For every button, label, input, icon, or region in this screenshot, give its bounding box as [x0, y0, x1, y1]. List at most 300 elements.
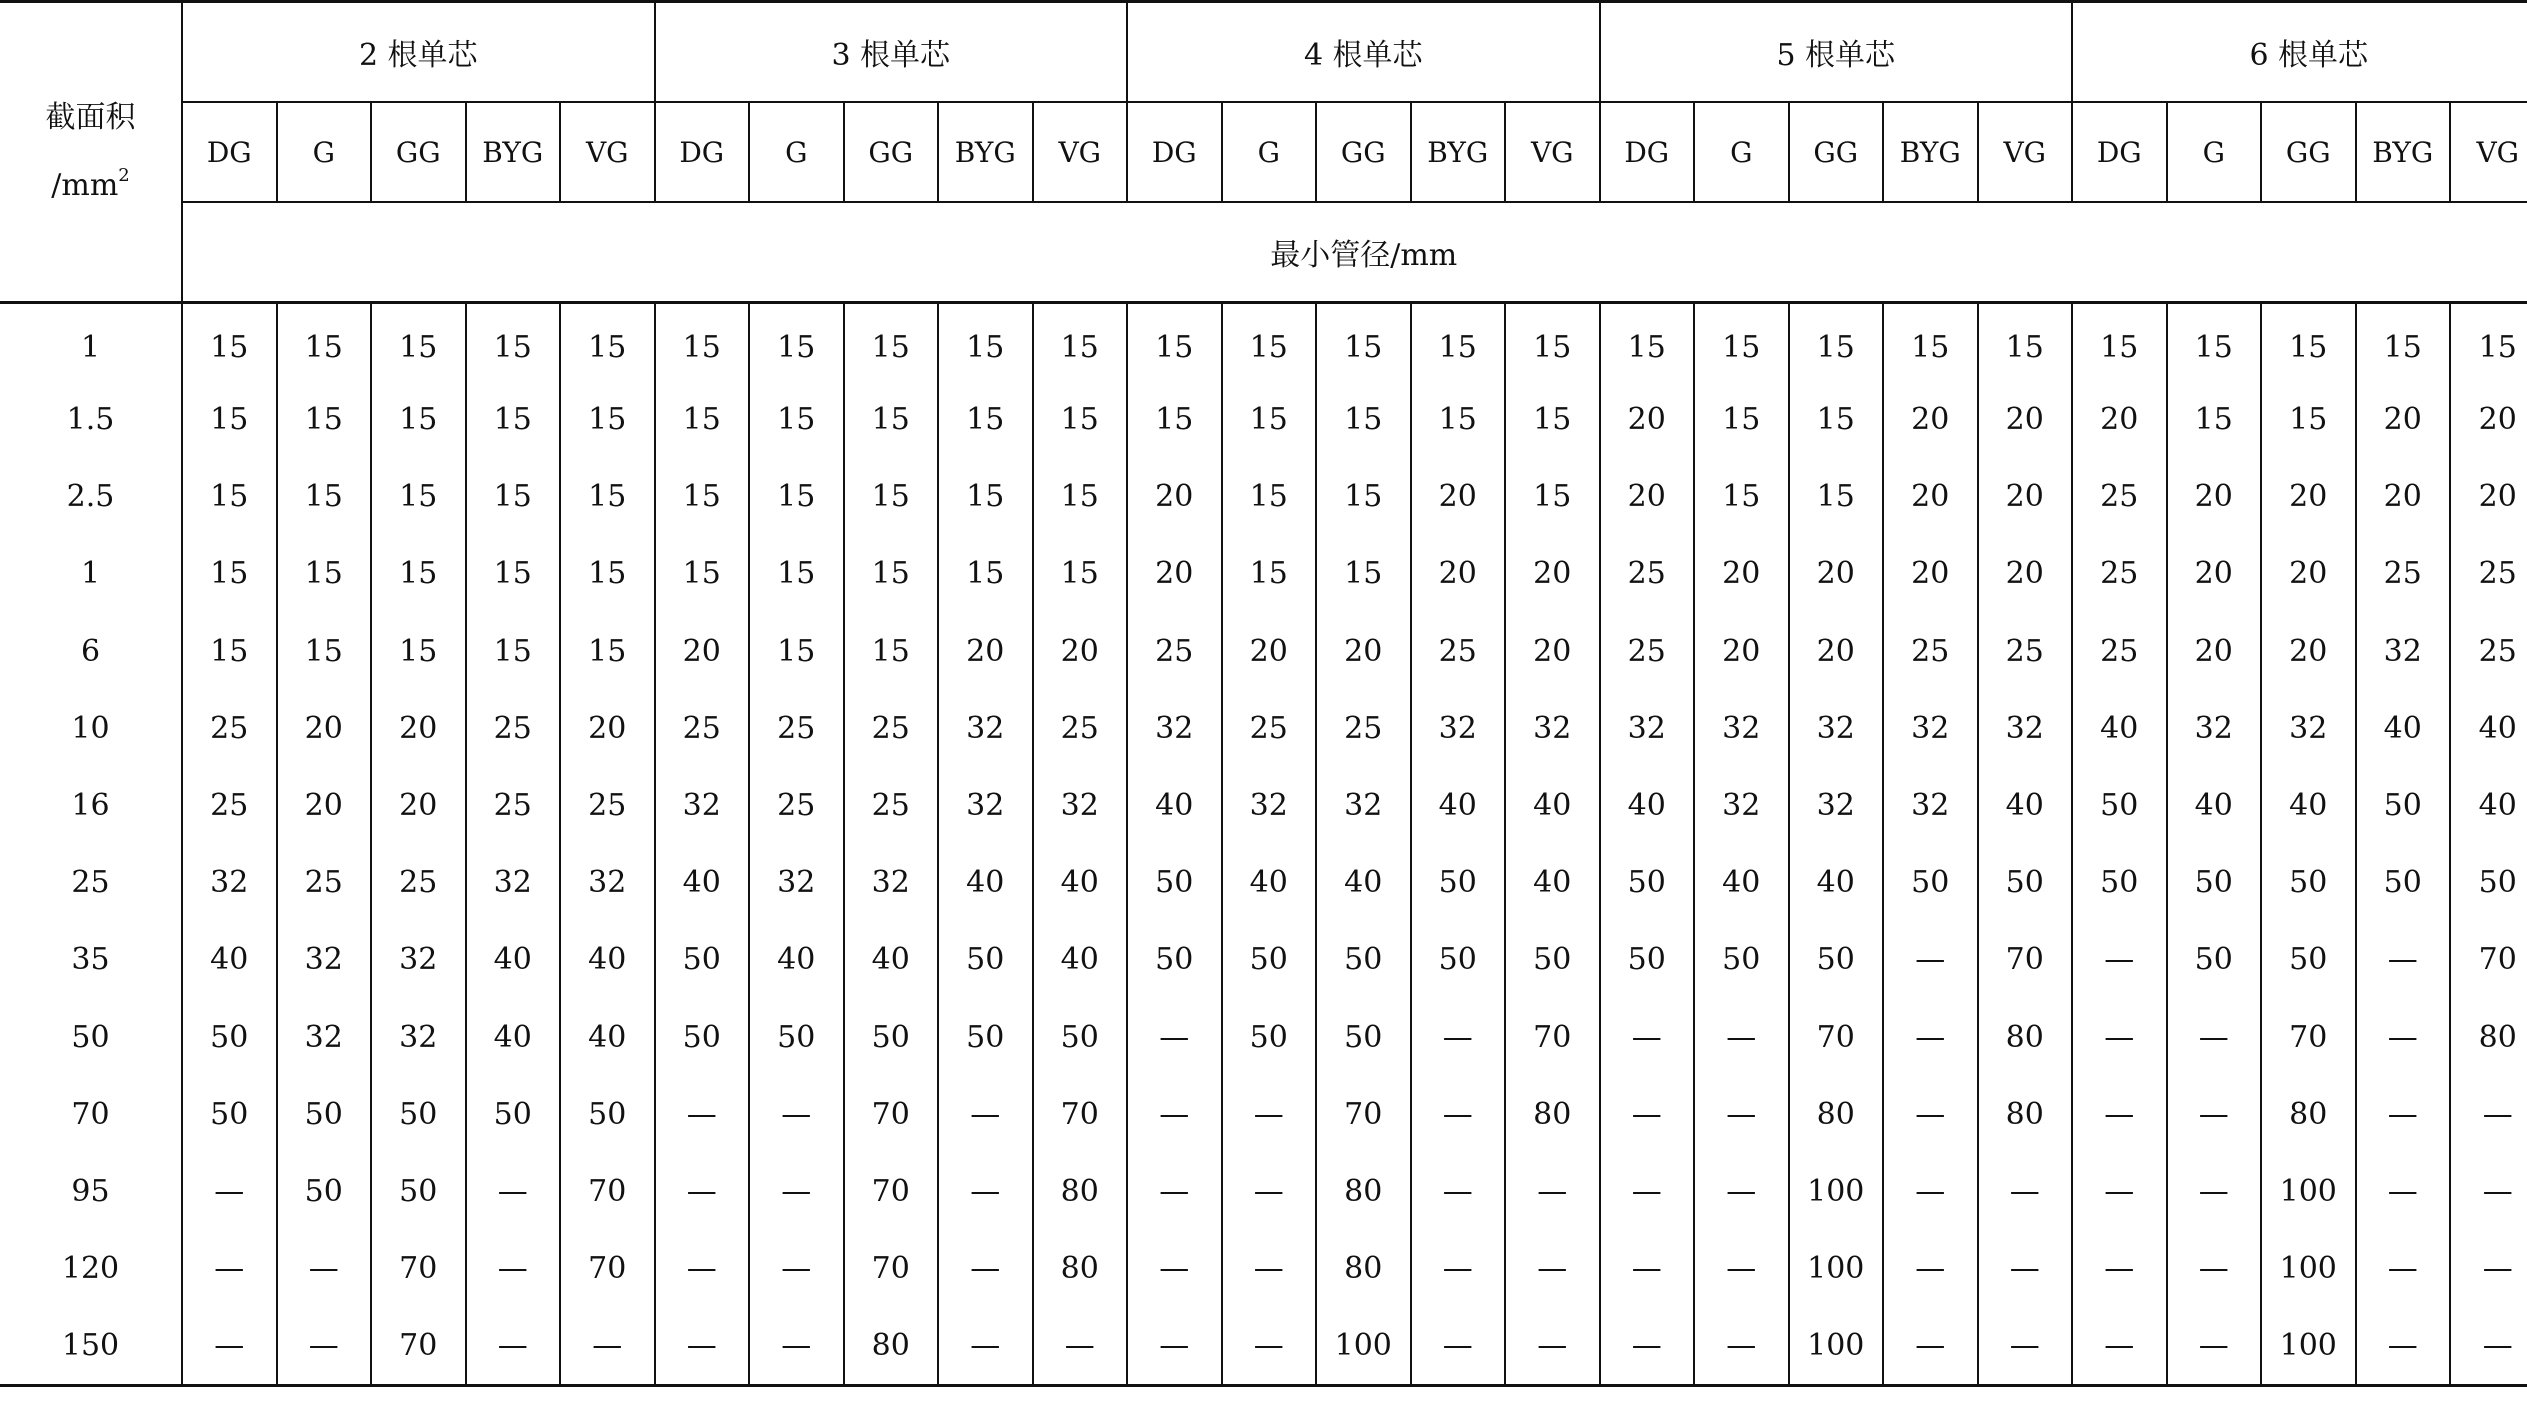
diameter-cell: 20 [2450, 381, 2527, 458]
diameter-cell: 50 [1411, 921, 1506, 998]
diameter-cell: — [1600, 1153, 1695, 1230]
type-header-row [0, 102, 2527, 202]
type-header-vg: VG [1505, 102, 1600, 202]
area-unit-superscript: 2 [118, 165, 130, 186]
diameter-cell: 50 [1600, 921, 1695, 998]
diameter-cell: 15 [182, 535, 277, 612]
diameter-cell: 20 [1505, 535, 1600, 612]
diameter-cell: 50 [371, 1153, 466, 1230]
diameter-cell: — [2072, 1076, 2167, 1153]
diameter-cell: 15 [938, 458, 1033, 535]
diameter-cell: 15 [466, 303, 561, 382]
area-cell: 1 [80, 556, 101, 592]
diameter-cell: 32 [1789, 767, 1884, 844]
diameter-cell: 15 [844, 613, 939, 690]
diameter-cell: 15 [2072, 303, 2167, 382]
diameter-cell: — [1127, 999, 1222, 1076]
diameter-cell: — [1033, 1307, 1128, 1386]
group-header-4-core: 4 根单芯 [1127, 2, 1600, 103]
table-row [0, 1230, 2527, 1307]
diameter-cell: 20 [277, 690, 372, 767]
min-pipe-diameter-label: 最小管径/mm [182, 202, 2527, 303]
diameter-cell: 32 [277, 921, 372, 998]
diameter-cell: 20 [2167, 613, 2262, 690]
diameter-cell: 15 [1789, 381, 1884, 458]
diameter-cell: 100 [2261, 1307, 2356, 1386]
diameter-cell: 15 [277, 458, 372, 535]
diameter-cell: — [2356, 1230, 2451, 1307]
diameter-cell: 25 [466, 767, 561, 844]
diameter-cell: — [1411, 1230, 1506, 1307]
diameter-cell: — [749, 1307, 844, 1386]
diameter-cell: 15 [371, 381, 466, 458]
type-header-byg: BYG [1883, 102, 1978, 202]
diameter-cell: 15 [2261, 381, 2356, 458]
diameter-cell: 20 [1694, 535, 1789, 612]
diameter-cell: 15 [1033, 303, 1128, 382]
diameter-cell: 20 [1033, 613, 1128, 690]
diameter-cell: — [1600, 999, 1695, 1076]
diameter-cell: — [1694, 1153, 1789, 1230]
diameter-cell: — [1411, 999, 1506, 1076]
diameter-cell: 40 [1978, 767, 2073, 844]
diameter-cell: — [1127, 1153, 1222, 1230]
group-header-5-core: 5 根单芯 [1600, 2, 2073, 103]
diameter-cell: 40 [1694, 844, 1789, 921]
type-header-g: G [2167, 102, 2262, 202]
diameter-cell: 15 [1316, 535, 1411, 612]
diameter-cell: — [182, 1230, 277, 1307]
diameter-cell: 80 [1033, 1230, 1128, 1307]
type-header-dg: DG [182, 102, 277, 202]
diameter-cell: — [2167, 1230, 2262, 1307]
diameter-cell: 20 [1978, 535, 2073, 612]
diameter-cell: 15 [1033, 381, 1128, 458]
diameter-cell: 20 [1600, 458, 1695, 535]
diameter-cell: — [2167, 1307, 2262, 1386]
diameter-cell: 25 [2072, 458, 2167, 535]
diameter-cell: 15 [655, 381, 750, 458]
diameter-cell: — [2072, 1307, 2167, 1386]
diameter-cell: 40 [1033, 844, 1128, 921]
diameter-cell: 32 [277, 999, 372, 1076]
diameter-cell: — [277, 1230, 372, 1307]
diameter-cell: 50 [938, 999, 1033, 1076]
diameter-cell: 50 [1600, 844, 1695, 921]
diameter-cell: 20 [2356, 381, 2451, 458]
type-header-gg: GG [844, 102, 939, 202]
diameter-cell: 50 [1127, 921, 1222, 998]
diameter-cell: 32 [2261, 690, 2356, 767]
diameter-cell: 25 [655, 690, 750, 767]
diameter-cell: 32 [1505, 690, 1600, 767]
diameter-cell: 15 [1222, 458, 1317, 535]
diameter-cell: 15 [1789, 458, 1884, 535]
diameter-cell: 50 [1316, 921, 1411, 998]
table-row [0, 767, 2527, 844]
diameter-cell: 100 [1316, 1307, 1411, 1386]
diameter-cell: 80 [1789, 1076, 1884, 1153]
type-header-byg: BYG [466, 102, 561, 202]
diameter-cell: 20 [2261, 613, 2356, 690]
diameter-cell: 40 [1505, 767, 1600, 844]
diameter-cell: 32 [749, 844, 844, 921]
diameter-cell: 70 [844, 1230, 939, 1307]
diameter-cell: — [2072, 921, 2167, 998]
diameter-cell: 15 [466, 381, 561, 458]
diameter-cell: 50 [1978, 844, 2073, 921]
diameter-cell: 20 [1883, 458, 1978, 535]
group-header-3-core: 3 根单芯 [655, 2, 1128, 103]
diameter-cell: 15 [1033, 535, 1128, 612]
diameter-cell: 25 [1316, 690, 1411, 767]
diameter-cell: 15 [277, 613, 372, 690]
diameter-cell: 50 [1127, 844, 1222, 921]
diameter-cell: — [1411, 1307, 1506, 1386]
area-label: 截面积 [45, 100, 136, 135]
type-header-vg: VG [1978, 102, 2073, 202]
diameter-cell: 15 [182, 613, 277, 690]
diameter-cell: 15 [1694, 381, 1789, 458]
diameter-cell: 25 [182, 767, 277, 844]
area-unit [0, 147, 181, 215]
diameter-cell: 50 [2356, 844, 2451, 921]
diameter-cell: 100 [1789, 1153, 1884, 1230]
diameter-cell: 32 [1033, 767, 1128, 844]
diameter-cell: — [1978, 1153, 2073, 1230]
diameter-cell: 15 [655, 303, 750, 382]
diameter-cell: 20 [1411, 535, 1506, 612]
diameter-cell: 70 [1505, 999, 1600, 1076]
diameter-cell: 15 [1411, 381, 1506, 458]
diameter-cell: — [1883, 1153, 1978, 1230]
diameter-cell: — [1600, 1076, 1695, 1153]
type-header-g: G [749, 102, 844, 202]
diameter-cell: 50 [2450, 844, 2527, 921]
diameter-cell: 20 [1789, 613, 1884, 690]
diameter-cell: — [938, 1076, 1033, 1153]
diameter-cell: 25 [2356, 535, 2451, 612]
diameter-cell: 80 [1316, 1230, 1411, 1307]
diameter-cell: — [655, 1076, 750, 1153]
diameter-cell: 15 [844, 458, 939, 535]
diameter-cell: — [938, 1307, 1033, 1386]
table-row [0, 613, 2527, 690]
diameter-cell: 15 [182, 381, 277, 458]
diameter-cell: 25 [560, 767, 655, 844]
diameter-cell: 32 [938, 690, 1033, 767]
diameter-cell: 70 [1978, 921, 2073, 998]
diameter-cell: 32 [1883, 767, 1978, 844]
diameter-cell: 25 [749, 690, 844, 767]
diameter-cell: 15 [1316, 303, 1411, 382]
diameter-cell: 15 [2261, 303, 2356, 382]
diameter-cell: — [1694, 1076, 1789, 1153]
diameter-cell: 15 [1978, 303, 2073, 382]
diameter-cell: 15 [749, 303, 844, 382]
diameter-cell: — [655, 1307, 750, 1386]
diameter-cell: — [1978, 1307, 2073, 1386]
diameter-cell: 15 [466, 458, 561, 535]
diameter-cell: 15 [277, 381, 372, 458]
diameter-cell: 25 [1127, 613, 1222, 690]
diameter-cell: — [466, 1307, 561, 1386]
diameter-cell: 20 [1316, 613, 1411, 690]
diameter-cell: 15 [1127, 381, 1222, 458]
diameter-cell: 40 [1505, 844, 1600, 921]
diameter-cell: 20 [1978, 381, 2073, 458]
table-row [0, 1307, 2527, 1386]
type-header-dg: DG [2072, 102, 2167, 202]
area-cell: 50 [71, 1019, 110, 1055]
diameter-cell: — [1222, 1076, 1317, 1153]
type-header-g: G [1222, 102, 1317, 202]
diameter-cell: 50 [844, 999, 939, 1076]
diameter-cell: 50 [1789, 921, 1884, 998]
diameter-cell: 80 [1978, 999, 2073, 1076]
diameter-cell: 15 [560, 613, 655, 690]
area-cell: 95 [71, 1173, 110, 1209]
diameter-cell: 40 [560, 999, 655, 1076]
area-cell: 70 [71, 1096, 110, 1132]
diameter-cell: 25 [1411, 613, 1506, 690]
diameter-cell: 40 [844, 921, 939, 998]
diameter-cell: — [749, 1230, 844, 1307]
diameter-cell: 15 [844, 303, 939, 382]
diameter-cell: 15 [277, 535, 372, 612]
diameter-cell: 70 [1033, 1076, 1128, 1153]
diameter-cell: 15 [1316, 458, 1411, 535]
type-header-gg: GG [1789, 102, 1884, 202]
diameter-cell: 15 [182, 458, 277, 535]
area-cell: 150 [0, 1307, 182, 1386]
type-header-dg: DG [1127, 102, 1222, 202]
diameter-cell: — [2356, 1076, 2451, 1153]
diameter-cell: 80 [844, 1307, 939, 1386]
diameter-cell: 15 [560, 303, 655, 382]
type-header-gg: GG [1316, 102, 1411, 202]
diameter-cell: 20 [371, 767, 466, 844]
diameter-cell: 15 [2356, 303, 2451, 382]
diameter-cell: 40 [1033, 921, 1128, 998]
diameter-cell: 50 [1694, 921, 1789, 998]
diameter-cell: 15 [182, 303, 277, 382]
diameter-cell: 50 [1033, 999, 1128, 1076]
diameter-cell: 50 [1883, 844, 1978, 921]
diameter-cell: — [466, 1230, 561, 1307]
diameter-cell: 32 [560, 844, 655, 921]
diameter-cell: 15 [1600, 303, 1695, 382]
diameter-cell: 25 [1033, 690, 1128, 767]
diameter-cell: 25 [277, 844, 372, 921]
diameter-cell: — [277, 1307, 372, 1386]
diameter-cell: — [1222, 1153, 1317, 1230]
diameter-cell: 20 [1411, 458, 1506, 535]
type-header-gg: GG [2261, 102, 2356, 202]
area-cell: 25 [71, 865, 110, 901]
diameter-cell: — [2356, 1153, 2451, 1230]
diameter-cell: — [2167, 1076, 2262, 1153]
diameter-cell: 15 [1694, 303, 1789, 382]
diameter-cell: 50 [2072, 844, 2167, 921]
diameter-cell: — [1883, 1076, 1978, 1153]
area-cell: 16 [71, 788, 110, 824]
area-cell: 2.5 [66, 479, 115, 515]
diameter-cell: 32 [1222, 767, 1317, 844]
diameter-cell: 32 [371, 999, 466, 1076]
type-header-g: G [277, 102, 372, 202]
area-cell: 6 [80, 633, 101, 669]
diameter-cell: — [1505, 1307, 1600, 1386]
area-cell: 1.5 [66, 402, 115, 438]
diameter-cell: 32 [938, 767, 1033, 844]
diameter-cell: 25 [2072, 535, 2167, 612]
diameter-cell: 70 [371, 1230, 466, 1307]
diameter-cell: 100 [1789, 1230, 1884, 1307]
diameter-cell: 20 [277, 767, 372, 844]
diameter-cell: 32 [1789, 690, 1884, 767]
diameter-cell: 15 [2450, 303, 2527, 382]
diameter-cell: 20 [938, 613, 1033, 690]
diameter-cell: 70 [371, 1307, 466, 1386]
type-header-vg: VG [2450, 102, 2527, 202]
diameter-cell: — [1883, 1230, 1978, 1307]
diameter-cell: — [2356, 1307, 2451, 1386]
diameter-cell: 50 [2261, 921, 2356, 998]
diameter-cell: 15 [1411, 303, 1506, 382]
diameter-cell: 15 [749, 613, 844, 690]
diameter-cell: — [1883, 999, 1978, 1076]
diameter-cell: 15 [1316, 381, 1411, 458]
diameter-cell: — [749, 1076, 844, 1153]
diameter-cell: 15 [655, 458, 750, 535]
diameter-cell: 15 [560, 381, 655, 458]
table-row [0, 381, 2527, 458]
diameter-cell: 40 [182, 921, 277, 998]
diameter-cell: 20 [655, 613, 750, 690]
area-unit-text: /mm [51, 168, 119, 203]
diameter-cell: 40 [466, 921, 561, 998]
diameter-cell: — [2450, 1153, 2527, 1230]
diameter-cell: 70 [560, 1153, 655, 1230]
diameter-cell: — [2072, 999, 2167, 1076]
diameter-cell: 50 [371, 1076, 466, 1153]
diameter-cell: — [1978, 1230, 2073, 1307]
table-row [0, 303, 2527, 382]
area-cell: 120 [61, 1251, 120, 1287]
table-row [0, 535, 2527, 612]
diameter-cell: 50 [182, 999, 277, 1076]
diameter-cell: 20 [1883, 535, 1978, 612]
diameter-cell: — [2450, 1076, 2527, 1153]
diameter-cell: 70 [560, 1230, 655, 1307]
diameter-cell: 20 [2167, 535, 2262, 612]
diameter-cell: 70 [844, 1076, 939, 1153]
diameter-cell: 50 [938, 921, 1033, 998]
diameter-cell: 25 [844, 690, 939, 767]
diameter-cell: — [1127, 1230, 1222, 1307]
table-row [0, 844, 2527, 921]
table-row [0, 999, 2527, 1076]
diameter-cell: 15 [1222, 535, 1317, 612]
diameter-cell: 15 [371, 458, 466, 535]
diameter-cell: 70 [1789, 999, 1884, 1076]
diameter-cell: 15 [371, 303, 466, 382]
type-header-g: G [1694, 102, 1789, 202]
diameter-cell: — [749, 1153, 844, 1230]
diameter-cell: 50 [2072, 767, 2167, 844]
table-row [0, 921, 2527, 998]
diameter-cell: 50 [2356, 767, 2451, 844]
diameter-cell: 20 [2356, 458, 2451, 535]
area-cell: 10 [71, 710, 110, 746]
area-column-header [0, 2, 182, 303]
diameter-cell: 15 [1222, 303, 1317, 382]
diameter-cell: — [182, 1307, 277, 1386]
diameter-cell: — [2167, 1153, 2262, 1230]
diameter-cell: 32 [1883, 690, 1978, 767]
diameter-cell: 15 [938, 381, 1033, 458]
diameter-cell: 80 [2261, 1076, 2356, 1153]
diameter-cell: 20 [1883, 381, 1978, 458]
group-header-2-core: 2 根单芯 [182, 2, 655, 103]
diameter-cell: 20 [2167, 458, 2262, 535]
diameter-cell: 40 [938, 844, 1033, 921]
diameter-cell: 32 [182, 844, 277, 921]
diameter-cell: 50 [2167, 844, 2262, 921]
unit-header-row [0, 202, 2527, 303]
diameter-cell: — [2072, 1153, 2167, 1230]
diameter-cell: 25 [1600, 535, 1695, 612]
diameter-cell: 40 [466, 999, 561, 1076]
diameter-cell: 15 [1505, 458, 1600, 535]
diameter-cell: 50 [1411, 844, 1506, 921]
diameter-cell: 50 [277, 1076, 372, 1153]
diameter-cell: 15 [749, 458, 844, 535]
diameter-cell: 15 [938, 303, 1033, 382]
diameter-cell: — [1127, 1076, 1222, 1153]
diameter-cell: 20 [1505, 613, 1600, 690]
diameter-cell: 25 [1883, 613, 1978, 690]
diameter-cell: 20 [371, 690, 466, 767]
diameter-cell: 50 [2261, 844, 2356, 921]
diameter-cell: 15 [1033, 458, 1128, 535]
diameter-cell: 20 [1694, 613, 1789, 690]
diameter-cell: — [1883, 1307, 1978, 1386]
diameter-cell: 50 [182, 1076, 277, 1153]
diameter-cell: 25 [844, 767, 939, 844]
diameter-cell: — [1222, 1230, 1317, 1307]
diameter-cell: 80 [1978, 1076, 2073, 1153]
type-header-dg: DG [1600, 102, 1695, 202]
diameter-cell: — [1127, 1307, 1222, 1386]
diameter-cell: — [1600, 1307, 1695, 1386]
diameter-cell: 32 [466, 844, 561, 921]
diameter-cell: — [1411, 1076, 1506, 1153]
diameter-cell: 25 [2450, 535, 2527, 612]
diameter-cell: — [1694, 1230, 1789, 1307]
diameter-cell: — [1411, 1153, 1506, 1230]
diameter-cell: 32 [1316, 767, 1411, 844]
diameter-cell: 32 [2167, 690, 2262, 767]
diameter-cell: 80 [1505, 1076, 1600, 1153]
diameter-cell: 40 [2356, 690, 2451, 767]
diameter-cell: 50 [1222, 999, 1317, 1076]
type-header-gg: GG [371, 102, 466, 202]
table-row [0, 1076, 2527, 1153]
diameter-cell: 15 [1505, 303, 1600, 382]
diameter-cell: 32 [2356, 613, 2451, 690]
